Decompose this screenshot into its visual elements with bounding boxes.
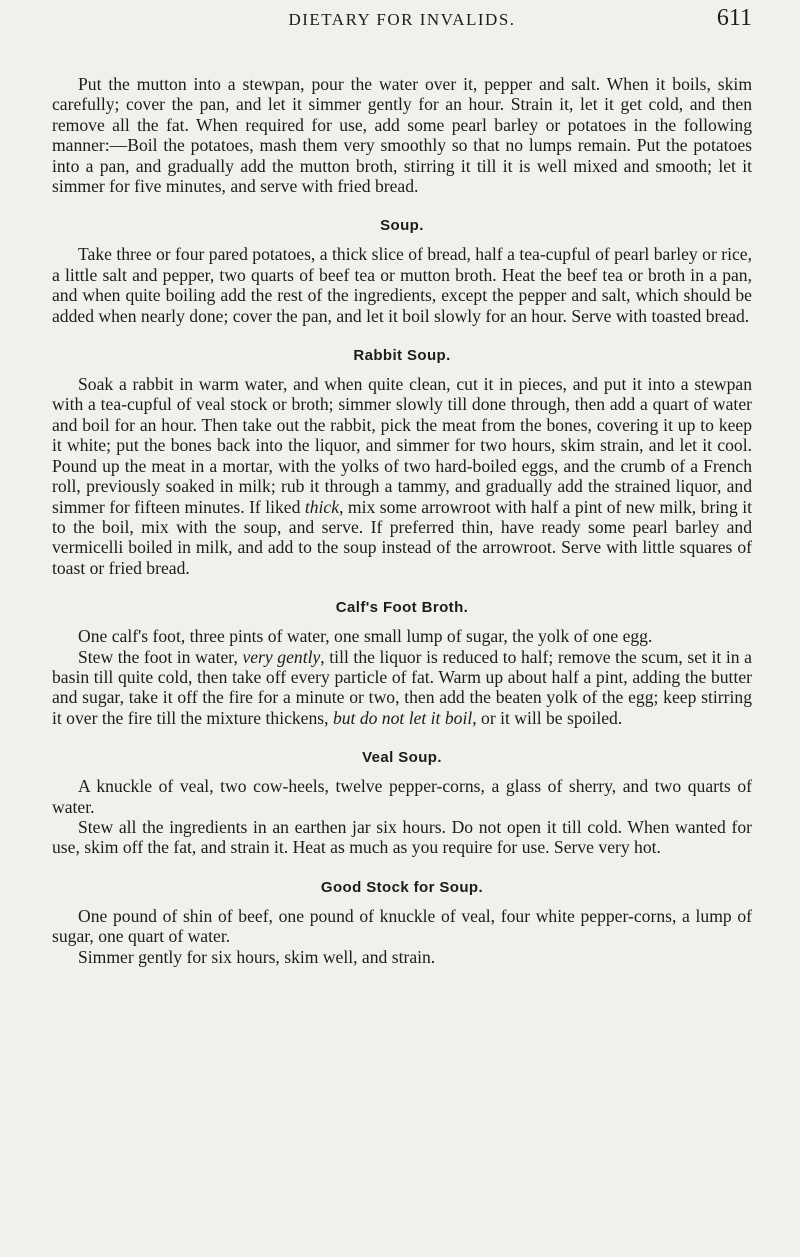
italic-text: but do not let it boil [332,707,473,728]
paragraph: Simmer gently for six hours, skim well, and strain. [78,946,436,967]
section-heading: Veal Soup. [362,749,442,767]
section-rabbit-soup [52,347,752,578]
page-number: 611 [716,5,752,31]
ingredients-paragraph: One pound of shin of beef, one pound of knuckle of veal, four white pepper-corns, a lump of sugar, one quart of water. [52,905,752,947]
paragraph: Soak a rabbit in warm water, and when quite clean, cut it in pieces, and put it into a stewpan with a tea-cupful of veal stock or broth; simmer slowly till done through, then add a quart of water and boil for an hour. Then take out the rabbit, pick the meat from the bones, covering it up to keep it white; put the bones back into the liquor, and simmer for two hours, skim strain, and let it cool. Pound up the meat in a mortar, with the yolks of two hard-boiled eggs, and the crumb of a French roll, previously soaked in milk; rub it through a tammy, and gradually add the strained liquor, and simmer for fifteen minutes. If liked thick, mix some arrowroot with half a pint of new milk, bring it to the boil, mix with the soup, and serve. If preferred thin, have ready some pearl barley and vermicelli boiled in milk, and add to the soup instead of the arrowroot. Serve with little squares of toast or fried bread. [52,374,752,578]
running-title: DIETARY FOR INVALIDS. [288,10,516,29]
page-header [52,0,752,52]
section-soup [52,217,752,326]
section-heading: Rabbit Soup. [353,347,451,365]
ingredients-paragraph: One calf's foot, three pints of water, one small lump of sugar, the yolk of one egg. [78,626,653,647]
section-heading: Soup. [380,217,424,235]
italic-text: very gently [242,646,321,667]
paragraph: Put the mutton into a stewpan, pour the water over it, pepper and salt. When it boils, skim carefully; cover the pan, and let it simmer gently for an hour. Strain it, let it get cold, and then remove all the fat. When required for use, add some pearl barley or potatoes in the following manner:—Boil the potatoes, mash them very smoothly so that no lumps remain. Put the potatoes into a pan, and gradually add the mutton broth, stirring it till it is well mixed and smooth; let it simmer for five minutes, and serve with fried bread. [52,74,752,197]
section-heading: Calf's Foot Broth. [335,599,469,617]
section-mutton-broth-continued [52,74,752,196]
paragraph: Take three or four pared potatoes, a thick slice of bread, half a tea-cupful of pearl barley or rice, a little salt and pepper, two quarts of beef tea or mutton broth. Heat the beef tea or broth in a pan, and when quite boiling add the rest of the ingredients, except the pepper and salt, which should be added when nearly done; cover the pan, and let it boil slowly for an hour. Serve with toasted bread. [52,244,752,326]
ingredients-paragraph: A knuckle of veal, two cow-heels, twelve pepper-corns, a glass of sherry, and two quarts of water. [52,776,752,817]
paragraph: Stew the foot in water, very gently, till the liquor is reduced to half; remove the scum, set it in a basin till quite cold, then take off every particle of fat. Warm up about half a pint, adding the butter and sugar, take it off the fire for a minute or two, then add the beaten yolk of the egg; keep stirring it over the fire till the mixture thickens, but do not let it boil, or it will be spoiled. [52,646,752,728]
section-good-stock [52,879,752,967]
section-calfs-foot-broth [52,599,752,728]
italic-text: thick [304,496,340,517]
section-heading: Good Stock for Soup. [320,878,484,896]
paragraph: Stew all the ingredients in an earthen jar six hours. Do not open it till cold. When wanted for use, skim off the fat, and strain it. Heat as much as you require for use. Serve very hot. [52,816,752,858]
section-veal-soup [52,749,752,858]
